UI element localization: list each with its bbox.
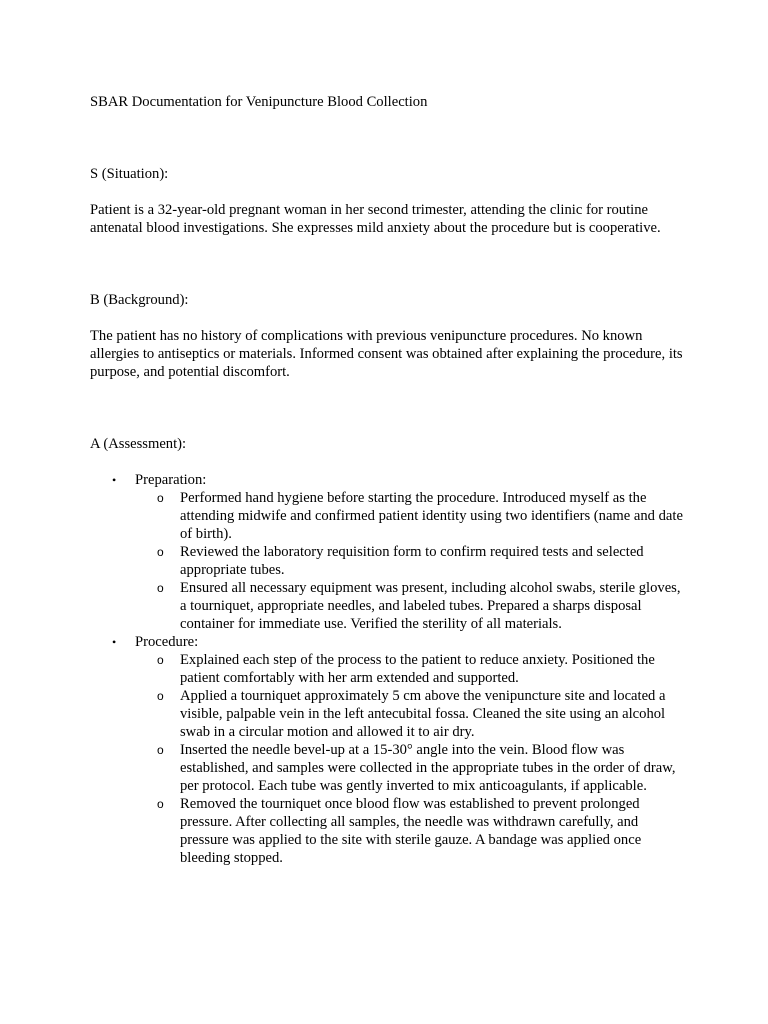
list-item xyxy=(135,579,690,633)
circle-bullet-icon: o xyxy=(157,689,164,703)
list-item-text: Reviewed the laboratory requisition form to confirm required tests and selected appropriate tubes. xyxy=(180,544,644,578)
document-title: SBAR Documentation for Venipuncture Blood Collection xyxy=(90,94,428,110)
background-heading: B (Background): xyxy=(90,292,189,308)
circle-bullet-icon: o xyxy=(157,797,164,811)
list-item-text: Applied a tourniquet approximately 5 cm above the venipuncture site and located a visible, palpable vein in the left antecubital fossa. Cleaned the site using an alcohol swab in a circular motion and allowed it to air dry. xyxy=(180,688,666,740)
situation-heading: S (Situation): xyxy=(90,166,169,182)
list-item-text: Removed the tourniquet once blood flow was established to prevent prolonged pressure. After collecting all samples, the needle was withdrawn carefully, and pressure was applied to the site with sterile gauze. A bandage was applied once bleeding stopped. xyxy=(180,796,642,866)
list-item-text: Performed hand hygiene before starting the procedure. Introduced myself as the attending midwife and confirmed patient identity using two identifiers (name and date of birth). xyxy=(180,490,683,542)
list-item-procedure xyxy=(90,633,690,867)
procedure-sublist xyxy=(135,651,690,867)
circle-bullet-icon: o xyxy=(157,653,164,667)
bullet-icon: • xyxy=(112,635,117,649)
list-item-text: Ensured all necessary equipment was present, including alcohol swabs, sterile gloves, a tourniquet, appropriate needles, and labeled tubes. Prepared a sharps disposal container for immediate use. Verified the sterility of all materials. xyxy=(180,580,681,632)
circle-bullet-icon: o xyxy=(157,491,164,505)
list-item-preparation xyxy=(90,471,690,633)
assessment-heading: A (Assessment): xyxy=(90,436,187,452)
bullet-icon: • xyxy=(112,473,117,487)
circle-bullet-icon: o xyxy=(157,743,164,757)
circle-bullet-icon: o xyxy=(157,545,164,559)
list-item-text: Inserted the needle bevel-up at a 15-30° angle into the vein. Blood flow was established, and samples were collected in the appropriate tubes in the order of draw, per protocol. Each tube was gently inverted to mix anticoagulants, if applicable. xyxy=(180,742,676,794)
section-label: Procedure: xyxy=(135,634,199,650)
list-item xyxy=(135,489,690,543)
circle-bullet-icon: o xyxy=(157,581,164,595)
background-text: The patient has no history of complications with previous venipuncture procedures. No known allergies to antiseptics or materials. Informed consent was obtained after explaining the procedure, its purpose, and potential discomfort. xyxy=(90,328,683,380)
list-item-text: Explained each step of the process to the patient to reduce anxiety. Positioned the patient comfortably with her arm extended and supported. xyxy=(180,652,655,686)
section-label: Preparation: xyxy=(135,472,207,488)
list-item xyxy=(135,543,690,579)
list-item xyxy=(135,741,690,795)
list-item xyxy=(135,651,690,687)
situation-text: Patient is a 32-year-old pregnant woman in her second trimester, attending the clinic for routine antenatal blood investigations. She expresses mild anxiety about the procedure but is cooperative. xyxy=(90,202,661,236)
list-item xyxy=(135,687,690,741)
document-page xyxy=(90,93,690,867)
preparation-sublist xyxy=(135,489,690,633)
assessment-list xyxy=(90,471,690,867)
list-item xyxy=(135,795,690,867)
